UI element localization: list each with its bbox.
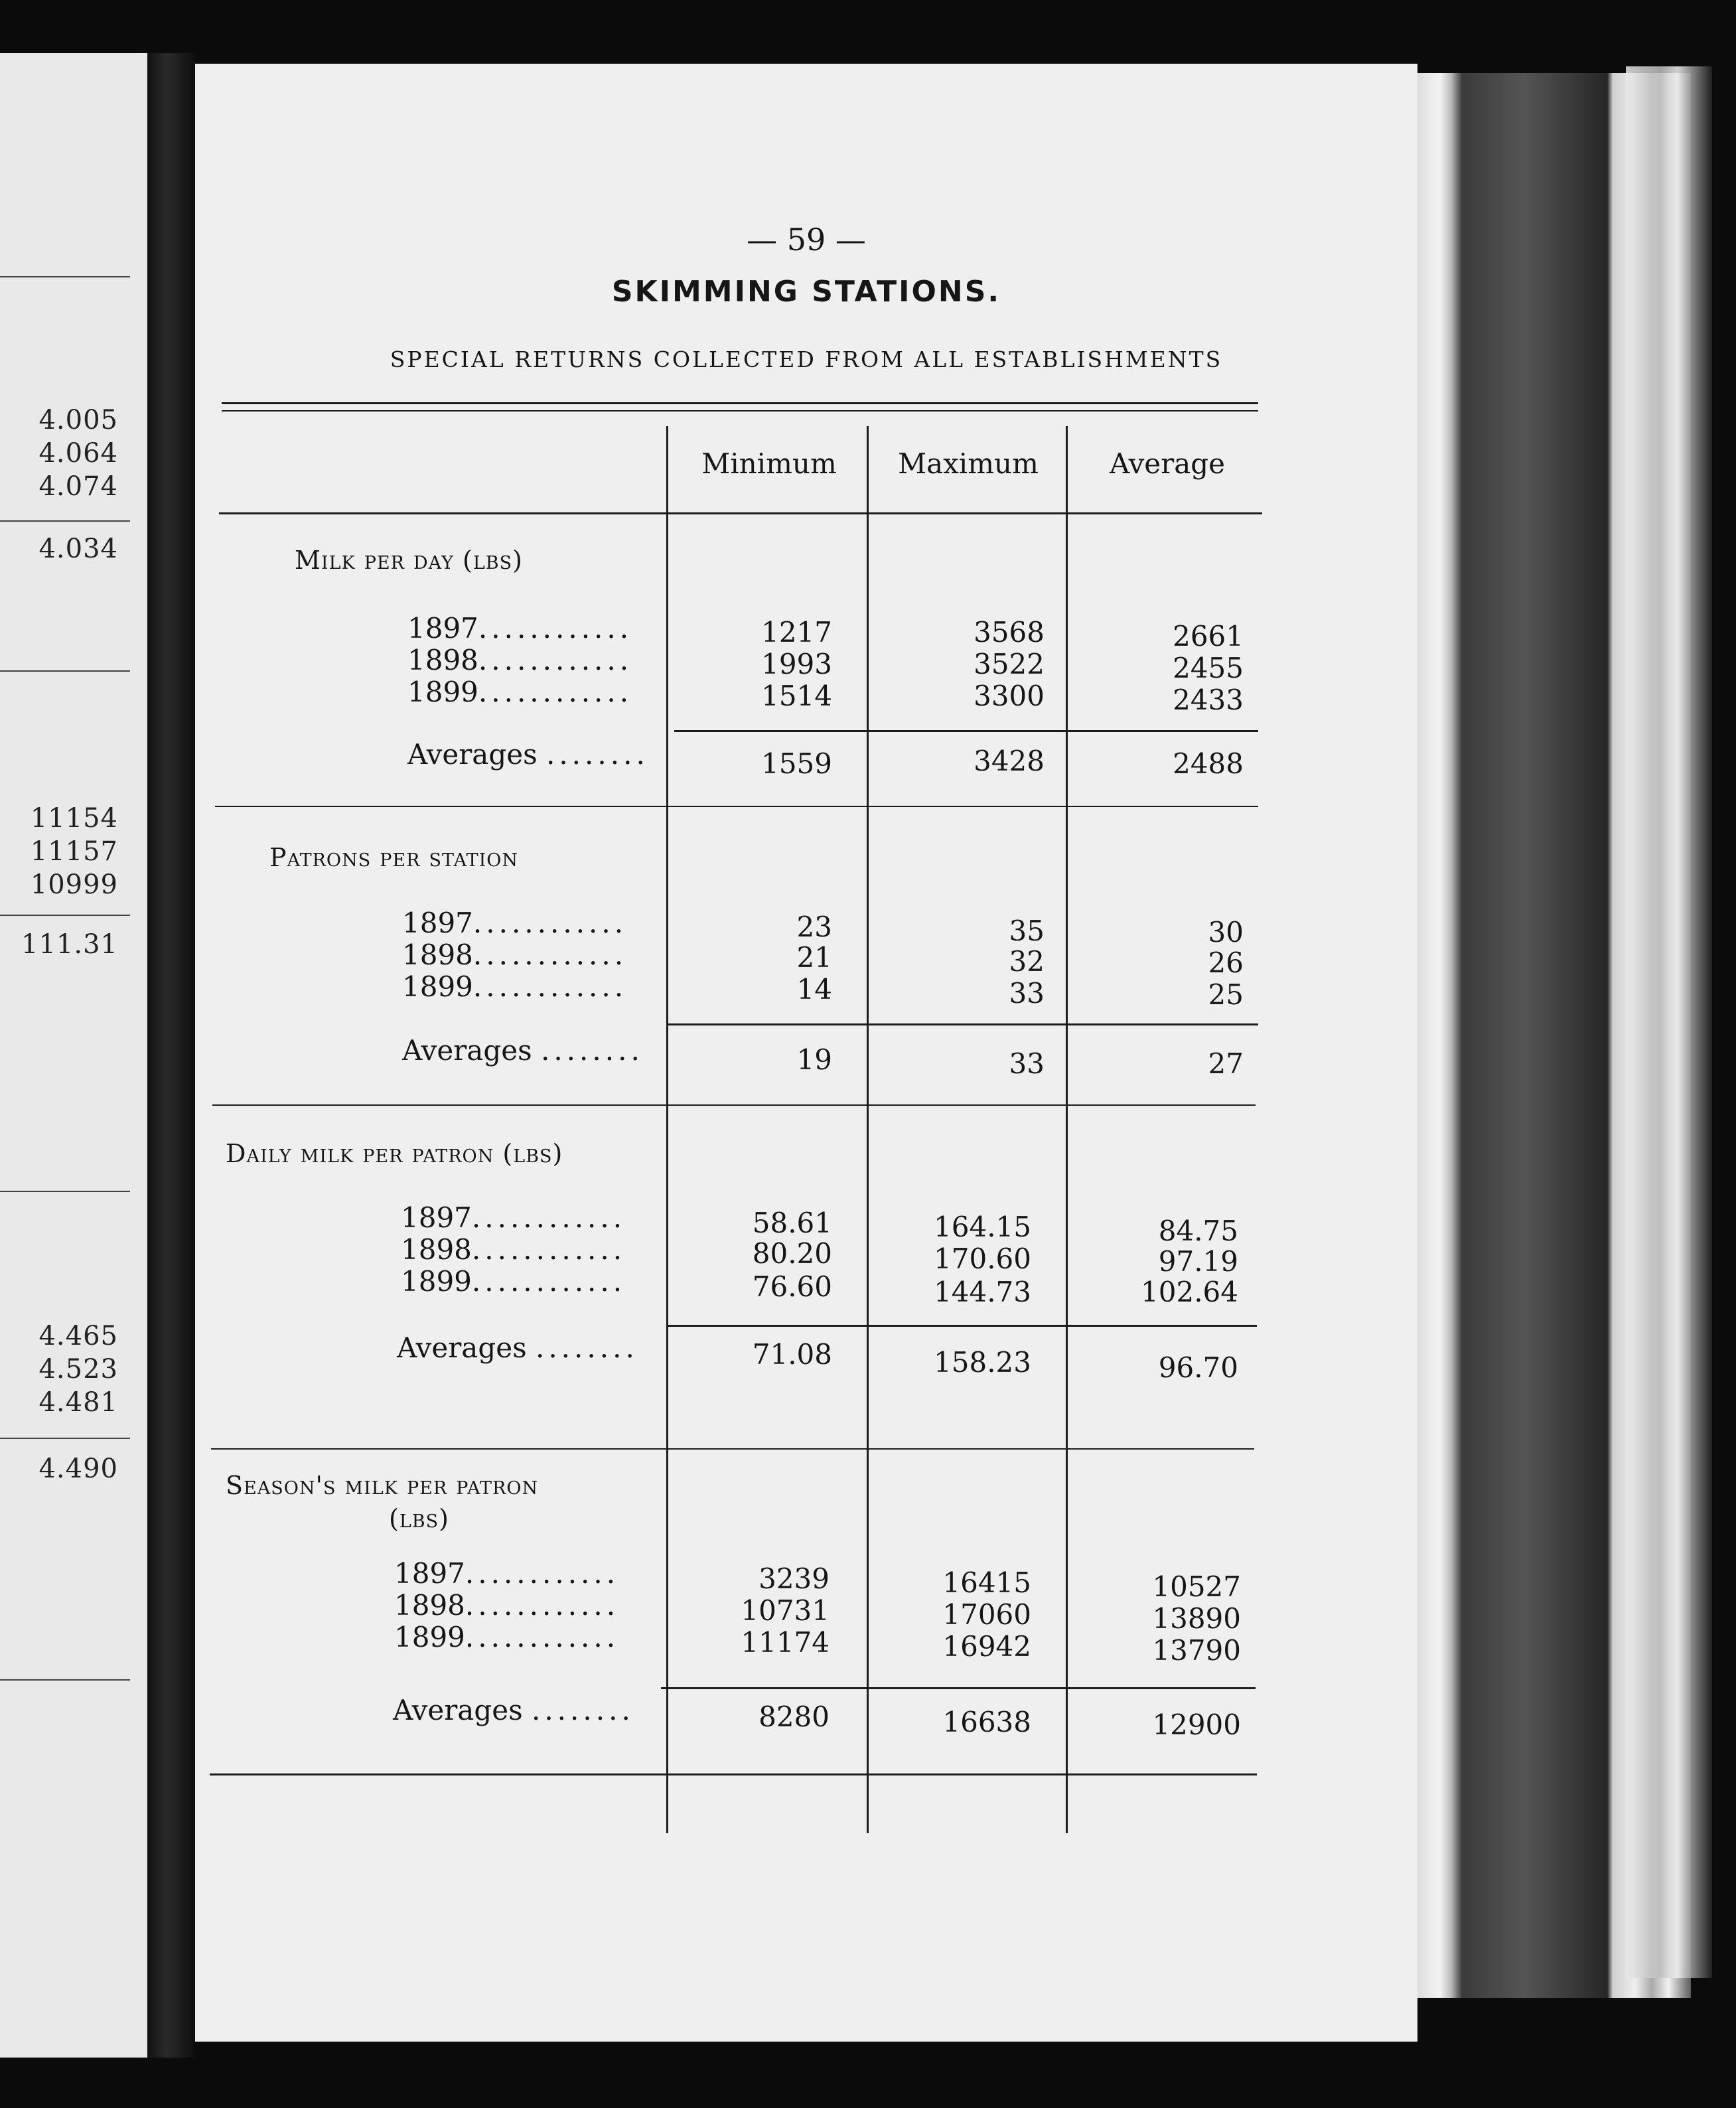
- cell-average-average: 12900: [1152, 1708, 1241, 1741]
- row-label: 1899............: [394, 1621, 620, 1653]
- left-value: 10999: [30, 869, 118, 900]
- left-value: 11154: [30, 803, 118, 834]
- column-rule: [666, 426, 668, 1833]
- row-label-averages: Averages ........: [407, 738, 649, 771]
- cell-minimum: 10731: [741, 1594, 830, 1627]
- cell-maximum: 17060: [942, 1598, 1031, 1631]
- cell-maximum: 3522: [974, 648, 1045, 680]
- cell-minimum: 1217: [761, 616, 832, 648]
- section-title: Patrons per station: [269, 843, 519, 872]
- cell-average: 2661: [1173, 620, 1244, 652]
- left-value: 4.005: [38, 405, 118, 435]
- section-title: Season's milk per patron: [226, 1471, 539, 1500]
- cell-average: 2455: [1173, 652, 1244, 684]
- cell-maximum-average: 16638: [942, 1706, 1031, 1738]
- sum-rule: [674, 730, 1258, 732]
- cell-average: 2433: [1173, 684, 1244, 716]
- cell-maximum: 3300: [974, 680, 1045, 712]
- section-rule: [212, 1104, 1256, 1106]
- cell-maximum: 170.60: [934, 1242, 1031, 1275]
- section-rule: [215, 806, 1258, 807]
- row-label: 1897............: [401, 1201, 626, 1234]
- column-header-average: Average: [1109, 447, 1226, 480]
- cell-average: 30: [1208, 916, 1244, 948]
- cell-maximum: 33: [1009, 977, 1045, 1010]
- cell-minimum: 1514: [761, 680, 832, 712]
- cell-maximum: 16415: [942, 1566, 1031, 1599]
- cell-minimum: 3239: [759, 1562, 830, 1595]
- row-label: 1897............: [402, 907, 628, 939]
- cell-minimum: 76.60: [752, 1270, 832, 1303]
- previous-page-fragment: [0, 53, 147, 2058]
- left-value: 4.465: [38, 1321, 118, 1351]
- divider: [0, 670, 130, 672]
- column-rule: [1066, 426, 1068, 1833]
- torn-page-edge: [1626, 66, 1712, 1978]
- cell-minimum-average: 19: [796, 1043, 832, 1076]
- book-gutter: [147, 53, 195, 2058]
- cell-minimum-average: 71.08: [752, 1338, 832, 1371]
- table-bottom-rule: [210, 1773, 1257, 1775]
- cell-maximum-average: 33: [1009, 1047, 1045, 1080]
- section-title: Daily milk per patron (lbs): [226, 1139, 563, 1168]
- cell-minimum: 1993: [761, 648, 832, 680]
- left-value: 4.064: [38, 438, 118, 469]
- cell-maximum: 3568: [974, 616, 1045, 648]
- page-title: SKIMMING STATIONS.: [611, 275, 1001, 309]
- cell-minimum-average: 1559: [761, 747, 832, 780]
- divider: [0, 1438, 130, 1439]
- page-subtitle: SPECIAL RETURNS COLLECTED FROM ALL ESTABLISHMENTS: [390, 346, 1223, 372]
- cell-average: 97.19: [1158, 1245, 1238, 1278]
- cell-average-average: 96.70: [1158, 1351, 1238, 1384]
- row-label: 1898............: [402, 939, 628, 971]
- left-value: 111.31: [21, 929, 118, 960]
- page-number: — 59 —: [747, 222, 866, 258]
- row-label: 1898............: [401, 1233, 626, 1266]
- header-rule: [219, 512, 1262, 514]
- cell-average: 13790: [1152, 1634, 1241, 1667]
- row-label: 1899............: [402, 970, 628, 1003]
- column-header-maximum: Maximum: [898, 447, 1039, 480]
- left-value: 4.034: [38, 534, 118, 564]
- sum-rule: [661, 1687, 1256, 1689]
- cell-minimum-average: 8280: [759, 1700, 830, 1733]
- column-rule: [867, 426, 869, 1833]
- sum-rule: [668, 1325, 1257, 1327]
- table-top-rule: [222, 402, 1258, 404]
- divider: [0, 915, 130, 916]
- left-value: 4.481: [38, 1387, 118, 1418]
- cell-minimum: 21: [796, 941, 832, 974]
- section-rule: [211, 1448, 1254, 1450]
- row-label-averages: Averages ........: [402, 1034, 644, 1067]
- cell-average-average: 2488: [1173, 747, 1244, 780]
- cell-maximum-average: 158.23: [934, 1346, 1031, 1379]
- divider: [0, 276, 130, 277]
- row-label: 1899............: [407, 676, 633, 708]
- row-label-averages: Averages ........: [393, 1694, 634, 1726]
- cell-minimum: 80.20: [752, 1237, 832, 1270]
- left-value: 4.523: [38, 1354, 118, 1385]
- row-label: 1897............: [394, 1557, 620, 1590]
- row-label: 1899............: [401, 1265, 626, 1298]
- row-label: 1898............: [407, 644, 633, 676]
- cell-average-average: 27: [1208, 1047, 1244, 1080]
- cell-average: 26: [1208, 946, 1244, 979]
- section-title: Milk per day (lbs): [295, 546, 523, 575]
- left-value: 4.490: [38, 1454, 118, 1484]
- row-label: 1898............: [394, 1589, 620, 1621]
- cell-average: 13890: [1152, 1602, 1241, 1635]
- cell-maximum: 35: [1009, 915, 1045, 947]
- cell-minimum: 14: [796, 973, 832, 1006]
- cell-maximum: 16942: [942, 1630, 1031, 1663]
- cell-average: 10527: [1152, 1570, 1241, 1603]
- column-header-minimum: Minimum: [701, 447, 837, 480]
- row-label: 1897............: [407, 612, 633, 644]
- sum-rule: [668, 1023, 1258, 1025]
- cell-maximum: 32: [1009, 945, 1045, 978]
- row-label-averages: Averages ........: [397, 1331, 638, 1364]
- cell-minimum: 58.61: [752, 1207, 832, 1239]
- left-value: 11157: [30, 836, 118, 867]
- cell-average: 84.75: [1158, 1215, 1238, 1247]
- cell-maximum: 164.15: [934, 1211, 1031, 1243]
- document-page: [195, 64, 1417, 2042]
- table-top-rule: [222, 410, 1258, 412]
- cell-maximum-average: 3428: [974, 745, 1045, 777]
- divider: [0, 1679, 130, 1681]
- divider: [0, 520, 130, 522]
- left-value: 4.074: [38, 471, 118, 502]
- cell-minimum: 11174: [741, 1626, 830, 1659]
- divider: [0, 1191, 130, 1192]
- cell-average: 102.64: [1141, 1276, 1238, 1308]
- cell-maximum: 144.73: [934, 1276, 1031, 1308]
- section-title-unit: (lbs): [389, 1504, 449, 1533]
- cell-minimum: 23: [796, 911, 832, 943]
- cell-average: 25: [1208, 978, 1244, 1011]
